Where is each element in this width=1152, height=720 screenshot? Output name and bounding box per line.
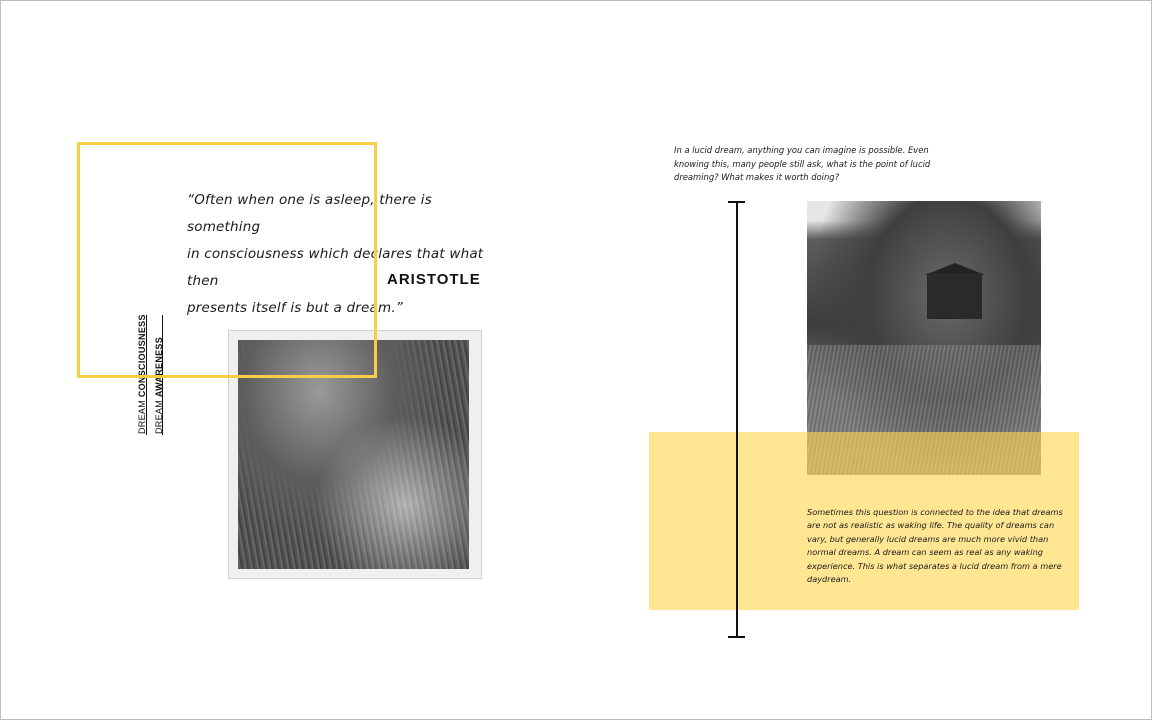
rule-cap-bottom <box>728 636 745 638</box>
quote-line-3: presents itself is but a dream.” <box>187 300 403 316</box>
photo-house <box>927 273 982 319</box>
rule-cap-top <box>728 201 745 203</box>
side-label-bold: CONSCIOUSNESS <box>137 314 147 398</box>
quote-line-2: in consciousness which declares that what then <box>187 246 484 289</box>
side-label-light: DREAM <box>154 399 164 434</box>
body-paragraph: Sometimes this question is connected to the idea that dreams are not as realistic as waking life. The quality of dreams can vary, but generally lucid dreams are much more vivid than normal dreams. A dream can seem as real as any waking experience. This is what separates a lucid dream from a mere daydream. <box>807 507 1063 585</box>
side-label-bold: AWARENESS <box>154 336 164 398</box>
quote-frame <box>77 142 377 378</box>
intro-paragraph: In a lucid dream, anything you can imagine is possible. Even knowing this, many people still ask, what is the point of lucid dreaming? What makes it worth doing? <box>674 145 931 182</box>
quote-line-1: “Often when one is asleep, there is something <box>187 192 432 235</box>
side-label-light: DREAM <box>137 399 147 434</box>
vertical-timeline-rule <box>736 202 738 638</box>
quote-author: ARISTOTLE <box>387 271 481 288</box>
